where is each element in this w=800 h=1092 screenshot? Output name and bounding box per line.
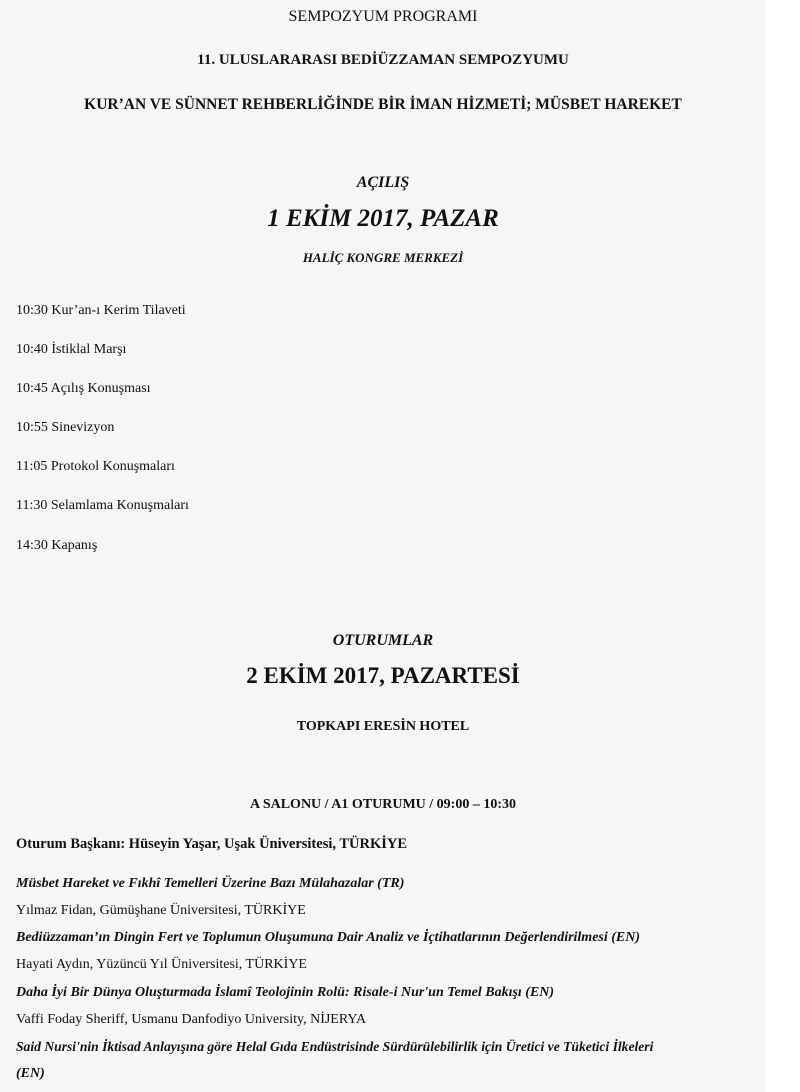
schedule-item: 10:55 Sinevizyon	[16, 420, 115, 435]
opening-venue: HALİÇ KONGRE MERKEZİ	[302, 250, 464, 265]
paper-title: Bediüzzaman’ın Dingin Fert ve Toplumun Oluşumuna Dair Analiz ve İçtihatlarının Değerlendirilmesi (EN)	[16, 930, 641, 945]
opening-label: AÇILIŞ	[356, 174, 410, 191]
sessions-venue: TOPKAPI ERESİN HOTEL	[296, 719, 470, 734]
paper-author: Hayati Aydın, Yüzüncü Yıl Üniversitesi, TÜRKİYE	[16, 957, 307, 972]
schedule-item: 10:30 Kur’an-ı Kerim Tilaveti	[16, 303, 186, 318]
program-title: SEMPOZYUM PROGRAMI	[288, 8, 478, 25]
paper-author: Yılmaz Fidan, Gümüşhane Üniversitesi, TÜRKİYE	[16, 903, 306, 918]
symposium-theme: KUR’AN VE SÜNNET REHBERLİĞİNDE BİR İMAN HİZMETİ; MÜSBET HAREKET	[84, 96, 682, 113]
paper-title: Müsbet Hareket ve Fıkhî Temelleri Üzerine Bazı Mülahazalar (TR)	[16, 876, 405, 891]
schedule-item: 14:30 Kapanış	[16, 538, 98, 553]
paper-title: Said Nursi'nin İktisad Anlayışına göre Helal Gıda Endüstrisinde Sürdürülebilirlik için Üretici ve Tüketici İlkeleri	[16, 1039, 654, 1054]
symposium-name: 11. ULUSLARARASI BEDİÜZZAMAN SEMPOZYUMU	[197, 52, 569, 68]
paper-title-continued: (EN)	[16, 1066, 45, 1081]
paper-author: Vaffi Foday Sheriff, Usmanu Danfodiyo University, NİJERYA	[16, 1012, 367, 1027]
schedule-item: 10:40 İstiklal Marşı	[16, 342, 127, 357]
sessions-date: 2 EKİM 2017, PAZARTESİ	[246, 663, 520, 688]
schedule-item: 10:45 Açılış Konuşması	[16, 381, 151, 396]
schedule-item: 11:05 Protokol Konuşmaları	[16, 459, 175, 474]
paper-title: Daha İyi Bir Dünya Oluşturmada İslamî Teolojinin Rolü: Risale-i Nur'un Temel Bakışı (EN)	[16, 985, 555, 1000]
sessions-label: OTURUMLAR	[332, 632, 434, 649]
schedule-item: 11:30 Selamlama Konuşmaları	[16, 498, 189, 513]
opening-date: 1 EKİM 2017, PAZAR	[267, 205, 499, 232]
session-chair: Oturum Başkanı: Hüseyin Yaşar, Uşak Üniversitesi, TÜRKİYE	[16, 836, 408, 852]
session-header: A SALONU / A1 OTURUMU / 09:00 – 10:30	[249, 797, 516, 812]
